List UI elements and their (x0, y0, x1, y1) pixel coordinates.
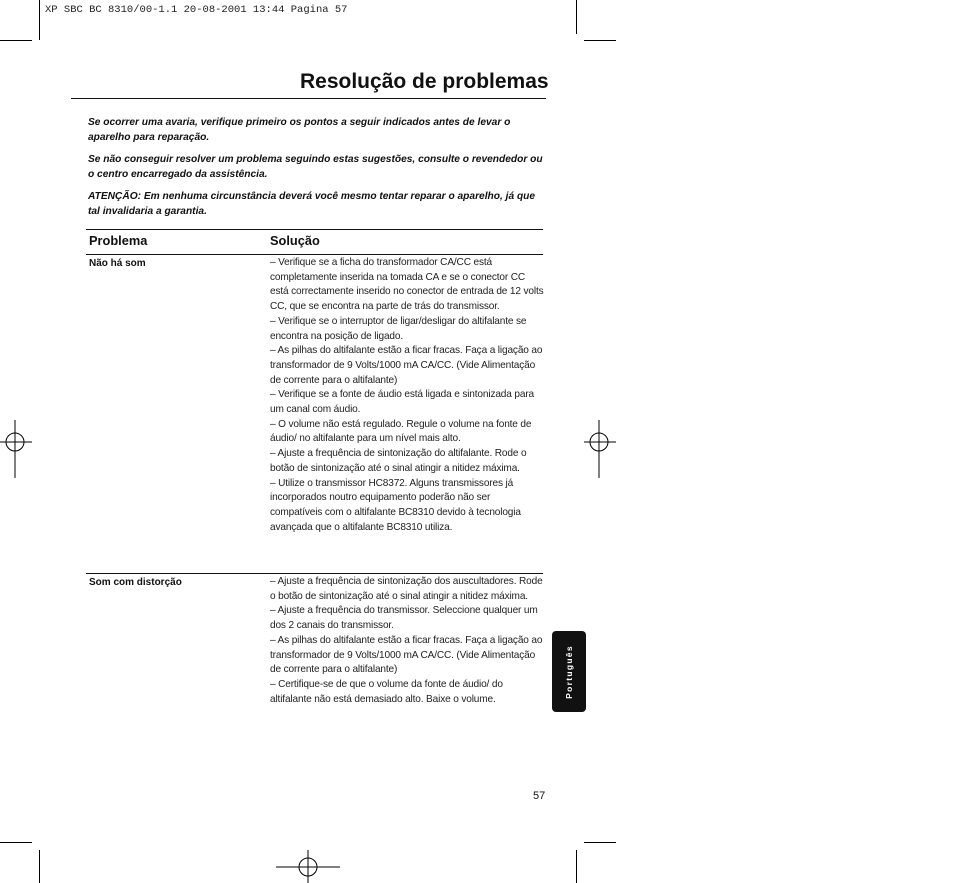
crop-mark (39, 0, 40, 40)
solution-step: – As pilhas do altifalante estão a ficar fracas. Faça a ligação ao transformador de 9 Volts/1000 mA CA/CC. (Vide Alimentação de corrente para o altifalante) (270, 634, 543, 676)
solution-step: – Ajuste a frequência do transmissor. Seleccione qualquer um dos 2 canais do transmissor. (270, 605, 538, 632)
table-header-solution: Solução (270, 233, 320, 248)
registration-mark-icon (0, 420, 34, 480)
table-header-problem: Problema (89, 233, 148, 248)
language-tab (552, 631, 586, 712)
solution-step: – Verifique se a ficha do transformador CA/CC está completamente inserida na tomada CA e se o conector CC está correctamente inserido no conector de entrada de 12 volts CC, que se encontra na parte de trás do transmissor. (270, 257, 544, 313)
table-row-problem: Não há som (89, 258, 146, 269)
language-tab-label: Português (564, 644, 574, 699)
solution-step: – Verifique se o interruptor de ligar/desligar do altifalante se encontra na posição de ligado. (270, 315, 527, 342)
registration-mark-icon (584, 420, 618, 480)
registration-mark-icon (272, 850, 342, 883)
crop-mark (576, 850, 577, 883)
intro-paragraph: Se ocorrer uma avaria, verifique primeiro os pontos a seguir indicados antes de levar o aparelho para reparação. (88, 117, 511, 143)
title-divider (71, 98, 546, 99)
table-top-rule (86, 229, 543, 230)
warning-paragraph: ATENÇÃO: Em nenhuma circunstância deverá você mesmo tentar reparar o aparelho, já que tal invalidaria a garantia. (88, 191, 536, 217)
solution-step: – Utilize o transmissor HC8372. Alguns transmissores já incorporados noutro equipamento poderão não ser compatíveis com o altifalante BC8310 devido à tecnologia avançada que o altifalante BC8310 utiliza. (270, 477, 521, 533)
intro-paragraph: Se não conseguir resolver um problema seguindo estas sugestões, consulte o revendedor ou o centro encarregado da assistência. (88, 154, 543, 180)
solution-step: – O volume não está regulado. Regule o volume na fonte de áudio/ no altifalante para um nível mais alto. (270, 418, 532, 445)
solution-step: – Certifique-se de que o volume da fonte de áudio/ do altifalante não está demasiado alto. Baixe o volume. (270, 678, 503, 705)
crop-mark (39, 850, 40, 883)
table-row-rule (86, 573, 543, 574)
print-slug: XP SBC BC 8310/00-1.1 20-08-2001 13:44 Pagina 57 (45, 4, 348, 16)
crop-mark (584, 842, 616, 843)
solution-step: – As pilhas do altifalante estão a ficar fracas. Faça a ligação ao transformador de 9 Volts/1000 mA CA/CC. (Vide Alimentação de corrente para o altifalante) (270, 345, 543, 386)
table-row-rule (86, 254, 543, 255)
crop-mark (576, 0, 577, 34)
crop-mark (0, 842, 32, 843)
page-title: Resolução de problemas (300, 70, 549, 93)
table-row-solution (270, 575, 544, 707)
crop-mark (0, 40, 32, 41)
page-number: 57 (533, 790, 546, 802)
table-row-problem: Som com distorção (89, 577, 182, 588)
table-row-solution (270, 256, 544, 535)
solution-step: – Ajuste a frequência de sintonização dos auscultadores. Rode o botão de sintonização até o sinal atingir a nitidez máxima. (270, 576, 543, 602)
solution-step: – Ajuste a frequência de sintonização do altifalante. Rode o botão de sintonização até o sinal atingir a nitidez máxima. (270, 448, 527, 474)
solution-step: – Verifique se a fonte de áudio está ligada e sintonizada para um canal com áudio. (270, 389, 534, 416)
crop-mark (584, 40, 616, 41)
